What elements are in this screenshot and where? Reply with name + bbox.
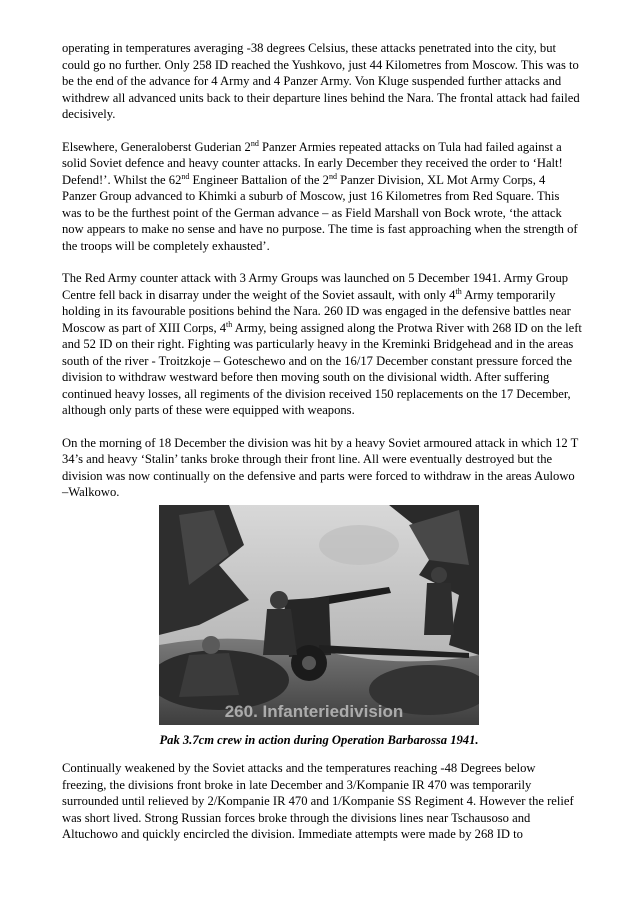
superscript: th	[455, 286, 462, 296]
document-body-continued	[62, 760, 582, 859]
text-run: Panzer Division, XL Mot Army Corps, 4 Panzer Group advanced to Khimki a suburb of Moscow, just 16 Kilometres from Red Square. This was to be the furthest point of the German advance – as Field Marshall von Bock wrote, ‘the attack now appears to make no sense and have no purpose. The time is fast approaching when the strength of the troops will be completely exhausted’.	[62, 172, 578, 253]
photo-pak-crew	[159, 505, 479, 725]
document-body	[62, 40, 582, 517]
photo-illustration	[159, 505, 479, 725]
paragraph-1: operating in temperatures averaging -38 degrees Celsius, these attacks penetrated into the city, but could go no further. Only 258 ID reached the Yushkovo, just 44 Kilometres from Moscow. This was to be the end of the advance for 4 Army and 4 Panzer Army. Von Kluge suspended further attacks and withdrew all advanced units back to their departure lines behind the Nara. The frontal attack had failed decisively.	[62, 41, 580, 121]
paragraph-5: Continually weakened by the Soviet attacks and the temperatures reaching -48 Degrees below freezing, the divisions front broke in late December and 3/Kompanie IR 470 was temporarily surrounded until relieved by 2/Kompanie IR 470 and 1/Kompanie SS Regiment 4. However the relief was short lived. Strong Russian forces broke through the divisions lines near Tschausoso and Altuchowo and quickly encircled the division. Immediate attempts were made by 268 ID to	[62, 761, 574, 841]
text-run: Army, being assigned along the Protwa River with 268 ID on the left and 52 ID on their right. Fighting was particularly heavy in the Kreminki Bridgehead and in the areas south of the river - Troitzkoje – Goteschewo and on the 16/17 December constant pressure forced the division to withdraw westward before then moving south on the divisional width. After suffering continued heavy losses, all regiments of the division received 150 replacements on the 17 December, although only parts of these were equipped with weapons.	[62, 320, 582, 417]
superscript: nd	[181, 171, 190, 181]
text-run: Panzer Armies repeated attacks on Tula had failed against a solid Soviet defence and heavy counter attacks. In early December they received the order to ‘Halt! Defend!’. Whilst the 62	[62, 139, 563, 187]
text-run: Army temporarily holding in its favourable positions behind the Nara. 260 ID was engaged in the defensive battles near Moscow as part of XIII Corps, 4	[62, 287, 571, 335]
text-run: The Red Army counter attack with 3 Army Groups was launched on 5 December 1941. Army Group Centre fell back in disarray under the weight of the Soviet assault, with only 4	[62, 271, 569, 302]
superscript: nd	[328, 171, 337, 181]
superscript: nd	[250, 138, 259, 148]
paragraph-4: On the morning of 18 December the division was hit by a heavy Soviet armoured attack in which 12 T 34’s and heavy ‘Stalin’ tanks broke through their front line. All were eventually destroyed but the division was now continually on the defensive and parts were forced to withdraw in the areas Aulowo –Walkowo.	[62, 435, 579, 499]
photo-watermark: 260. Infanteriedivision	[224, 702, 404, 721]
text-run: Elsewhere, Generaloberst Guderian 2	[62, 139, 251, 154]
photo-caption: Pak 3.7cm crew in action during Operation Barbarossa 1941.	[159, 733, 479, 747]
superscript: th	[226, 319, 233, 329]
paragraph-2	[62, 139, 582, 255]
text-run: Engineer Battalion of the 2	[189, 172, 329, 187]
paragraph-3	[62, 270, 582, 419]
